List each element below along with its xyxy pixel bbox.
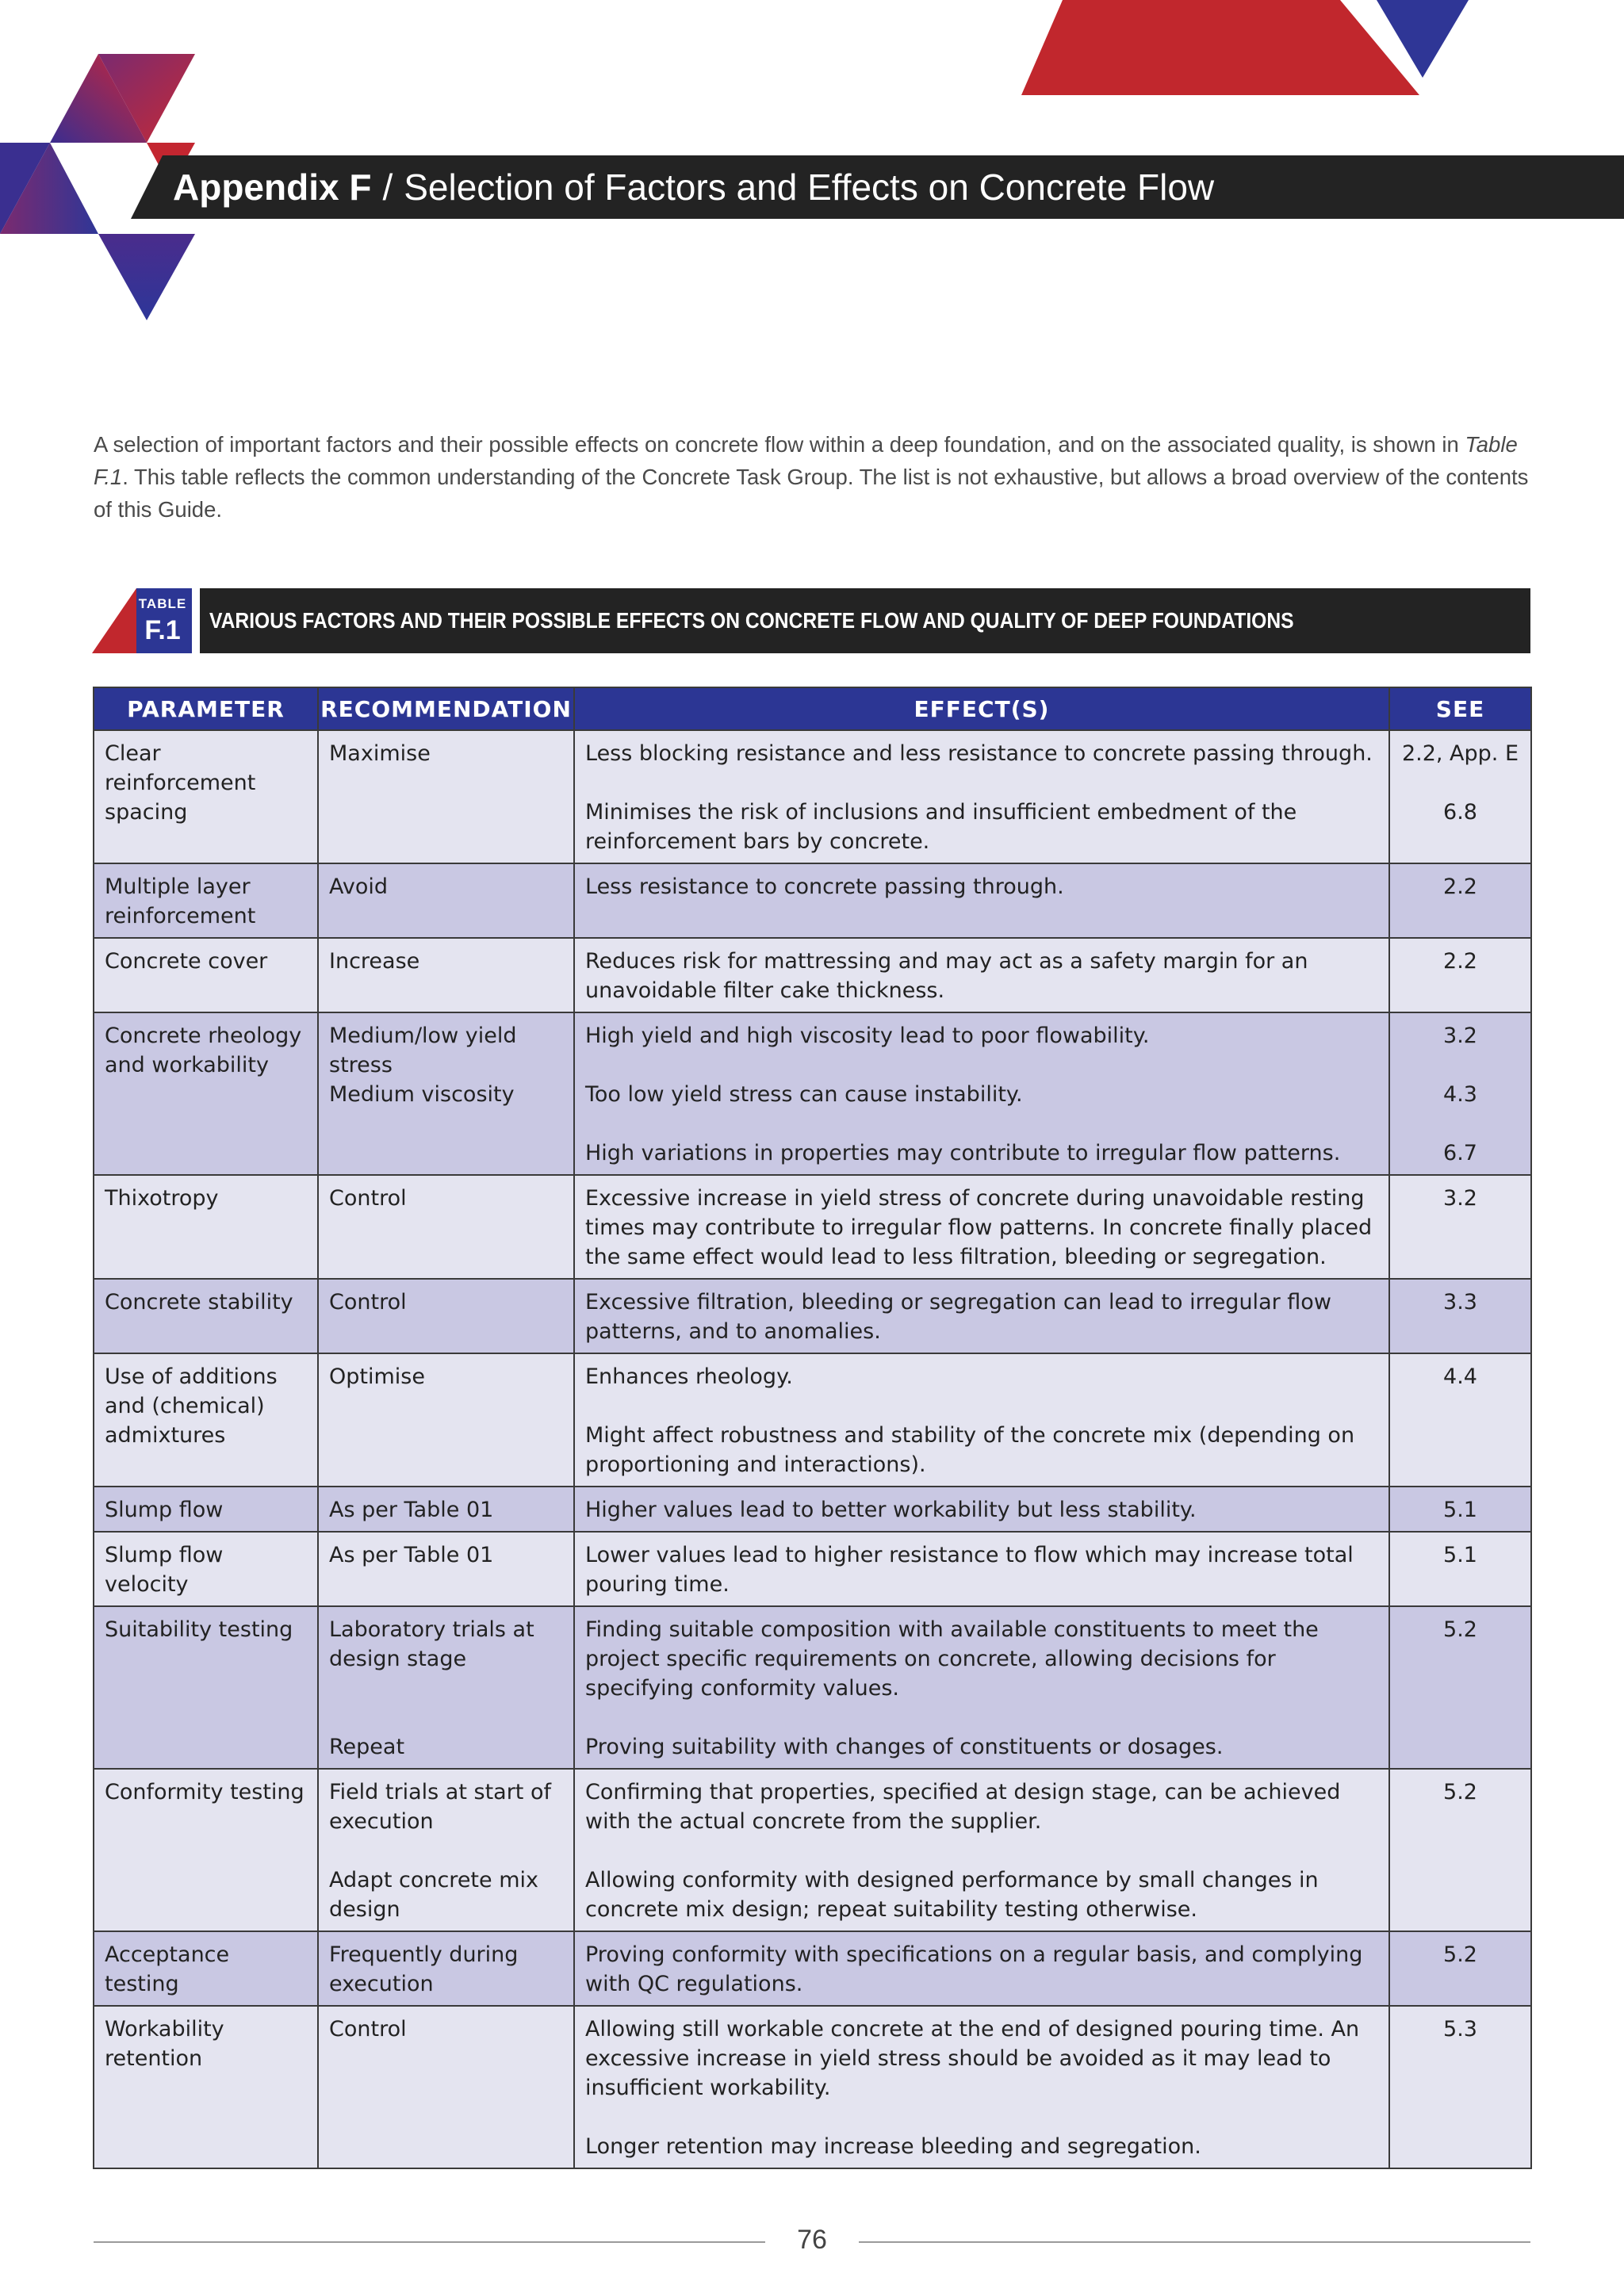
table-row bbox=[94, 1606, 1531, 1769]
cell-effects bbox=[574, 1532, 1389, 1606]
cell-see-line: 3.2 bbox=[1443, 1024, 1477, 1048]
cell-parameter: Concrete cover bbox=[94, 938, 318, 1012]
cell-effects-line: Too low yield stress can cause instability. bbox=[585, 1082, 1023, 1107]
cell-parameter: Conformity testing bbox=[94, 1769, 318, 1931]
page-title bbox=[173, 162, 1214, 212]
cell-see bbox=[1389, 1769, 1531, 1931]
cell-see bbox=[1389, 863, 1531, 938]
cell-see bbox=[1389, 1353, 1531, 1487]
cell-recommendation bbox=[318, 1532, 574, 1606]
table-row bbox=[94, 1769, 1531, 1931]
cell-see bbox=[1389, 1012, 1531, 1175]
cell-see bbox=[1389, 1606, 1531, 1769]
cell-effects bbox=[574, 1769, 1389, 1931]
cell-effects-line: High variations in properties may contribute to irregular flow patterns. bbox=[585, 1141, 1341, 1165]
cell-recommendation-line: Optimise bbox=[329, 1364, 425, 1389]
cell-effects bbox=[574, 1012, 1389, 1175]
cell-recommendation-line: As per Table 01 bbox=[329, 1543, 494, 1567]
cell-recommendation bbox=[318, 1769, 574, 1931]
cell-recommendation-line: Laboratory trials at design stage bbox=[329, 1617, 534, 1671]
cell-recommendation-line: Repeat bbox=[329, 1735, 405, 1759]
cell-parameter: Acceptance testing bbox=[94, 1931, 318, 2006]
cell-recommendation-line: Frequently during execution bbox=[329, 1942, 519, 1996]
cell-effects-line: High yield and high viscosity lead to poor flowability. bbox=[585, 1024, 1150, 1048]
cell-recommendation-line: Control bbox=[329, 1186, 407, 1211]
cell-effects-line: Excessive increase in yield stress of concrete during unavoidable resting times may contribute to irregular flow patterns. In concrete finally placed the same effect would lead to less filtration, bleeding or segregation. bbox=[585, 1186, 1373, 1269]
cell-effects bbox=[574, 1931, 1389, 2006]
table-row bbox=[94, 1279, 1531, 1353]
intro-paragraph bbox=[94, 428, 1529, 526]
cell-recommendation bbox=[318, 1931, 574, 2006]
cell-recommendation bbox=[318, 1487, 574, 1532]
intro-text-2: . This table reflects the common understanding of the Concrete Task Group. The list is not exhaustive, but allows a broad overview of the contents of this Guide. bbox=[94, 465, 1529, 522]
cell-recommendation-line: Increase bbox=[329, 949, 420, 974]
cell-effects-line: Finding suitable composition with available constituents to meet the project specific requirements on concrete, allowing decisions for specifying conformity values. bbox=[585, 1617, 1319, 1701]
header-recommendation: RECOMMENDATION bbox=[318, 687, 574, 730]
cell-effects-line: Confirming that properties, specified at design stage, can be achieved with the actual concrete from the supplier. bbox=[585, 1780, 1341, 1834]
cell-effects bbox=[574, 1353, 1389, 1487]
cell-effects-line: Less resistance to concrete passing through. bbox=[585, 874, 1064, 899]
cell-see-line: 5.2 bbox=[1443, 1617, 1477, 1642]
cell-effects-line: Proving suitability with changes of constituents or dosages. bbox=[585, 1735, 1224, 1759]
intro-text-1: A selection of important factors and their possible effects on concrete flow within a deep foundation, and on the associated quality, is shown in bbox=[94, 432, 1465, 457]
cell-effects bbox=[574, 1487, 1389, 1532]
table-caption-title: VARIOUS FACTORS AND THEIR POSSIBLE EFFECTS ON CONCRETE FLOW AND QUALITY OF DEEP FOUNDATIONS bbox=[209, 608, 1294, 633]
cell-see-line: 2.2, App. E bbox=[1401, 741, 1519, 766]
cell-see-line: 5.3 bbox=[1443, 2017, 1477, 2042]
cell-recommendation-line: Medium/low yield stress bbox=[329, 1024, 517, 1077]
cell-see-line: 5.2 bbox=[1443, 1780, 1477, 1804]
cell-see-line: 5.1 bbox=[1443, 1498, 1477, 1522]
table-row bbox=[94, 1012, 1531, 1175]
appendix-title: Selection of Factors and Effects on Concrete Flow bbox=[404, 166, 1215, 208]
cell-see-line: 5.2 bbox=[1443, 1942, 1477, 1967]
cell-recommendation-line: Avoid bbox=[329, 874, 389, 899]
footer-rule-right bbox=[859, 2241, 1530, 2243]
cell-effects-line: Less blocking resistance and less resistance to concrete passing through. bbox=[585, 741, 1373, 766]
cell-parameter: Clear reinforcement spacing bbox=[94, 730, 318, 863]
cell-parameter: Multiple layer reinforcement bbox=[94, 863, 318, 938]
cell-recommendation bbox=[318, 1175, 574, 1279]
cell-effects bbox=[574, 1279, 1389, 1353]
cell-recommendation-line: Adapt concrete mix design bbox=[329, 1868, 538, 1922]
cell-effects-line: Allowing conformity with designed performance by small changes in concrete mix design; repeat suitability testing otherwise. bbox=[585, 1868, 1319, 1922]
header-see: SEE bbox=[1389, 687, 1531, 730]
cell-effects bbox=[574, 863, 1389, 938]
cell-recommendation-line: Field trials at start of execution bbox=[329, 1780, 551, 1834]
cell-parameter: Workability retention bbox=[94, 2006, 318, 2168]
cell-effects-line: Allowing still workable concrete at the end of designed pouring time. An excessive increase in yield stress should be avoided as it may lead to insufficient workability. bbox=[585, 2017, 1360, 2100]
cell-recommendation bbox=[318, 863, 574, 938]
cell-recommendation-line: Medium viscosity bbox=[329, 1082, 515, 1107]
page-number: 76 bbox=[797, 2225, 827, 2255]
cell-recommendation bbox=[318, 1353, 574, 1487]
cell-see bbox=[1389, 1487, 1531, 1532]
title-separator: / bbox=[382, 166, 393, 208]
cell-effects bbox=[574, 1175, 1389, 1279]
cell-parameter: Concrete rheology and workability bbox=[94, 1012, 318, 1175]
cell-see bbox=[1389, 1532, 1531, 1606]
cell-see-line: 6.8 bbox=[1443, 800, 1477, 825]
intro-table-ref: Table F.1 bbox=[94, 432, 1518, 489]
table-row bbox=[94, 1487, 1531, 1532]
cell-parameter: Thixotropy bbox=[94, 1175, 318, 1279]
table-row bbox=[94, 730, 1531, 863]
cell-effects bbox=[574, 730, 1389, 863]
cell-effects-line: Minimises the risk of inclusions and insufficient embedment of the reinforcement bars by concrete. bbox=[585, 800, 1297, 854]
cell-recommendation-line: As per Table 01 bbox=[329, 1498, 494, 1522]
cell-recommendation bbox=[318, 938, 574, 1012]
cell-see bbox=[1389, 938, 1531, 1012]
header-parameter: PARAMETER bbox=[94, 687, 318, 730]
table-badge-number: F.1 bbox=[144, 615, 181, 645]
cell-recommendation bbox=[318, 1012, 574, 1175]
table-badge-label: TABLE bbox=[138, 596, 187, 611]
cell-recommendation bbox=[318, 1606, 574, 1769]
cell-effects-line: Might affect robustness and stability of the concrete mix (depending on proportioning and interactions). bbox=[585, 1423, 1355, 1477]
cell-parameter: Suitability testing bbox=[94, 1606, 318, 1769]
decorative-triangles-right bbox=[0, 0, 1624, 103]
cell-effects-line: Higher values lead to better workability but less stability. bbox=[585, 1498, 1197, 1522]
appendix-label: Appendix F bbox=[173, 166, 372, 208]
table-header-row bbox=[94, 687, 1531, 730]
cell-recommendation bbox=[318, 2006, 574, 2168]
cell-recommendation bbox=[318, 1279, 574, 1353]
cell-see bbox=[1389, 2006, 1531, 2168]
cell-parameter: Slump flow bbox=[94, 1487, 318, 1532]
cell-see-line: 3.2 bbox=[1443, 1186, 1477, 1211]
cell-parameter: Use of additions and (chemical) admixtures bbox=[94, 1353, 318, 1487]
cell-effects bbox=[574, 2006, 1389, 2168]
cell-see bbox=[1389, 1279, 1531, 1353]
cell-see bbox=[1389, 1931, 1531, 2006]
cell-effects-line: Reduces risk for mattressing and may act as a safety margin for an unavoidable filter cake thickness. bbox=[585, 949, 1308, 1003]
cell-effects-line: Excessive filtration, bleeding or segregation can lead to irregular flow patterns, and to anomalies. bbox=[585, 1290, 1331, 1344]
table-caption-bar bbox=[200, 588, 1530, 653]
table-row bbox=[94, 938, 1531, 1012]
cell-effects bbox=[574, 938, 1389, 1012]
cell-recommendation-line: Control bbox=[329, 1290, 407, 1314]
cell-effects-line: Longer retention may increase bleeding and segregation. bbox=[585, 2134, 1201, 2159]
footer-rule-left bbox=[94, 2241, 765, 2243]
cell-effects-line: Proving conformity with specifications on a regular basis, and complying with QC regulations. bbox=[585, 1942, 1363, 1996]
cell-effects-line: Enhances rheology. bbox=[585, 1364, 793, 1389]
cell-see-line: 6.7 bbox=[1443, 1141, 1477, 1165]
cell-recommendation bbox=[318, 730, 574, 863]
table-row bbox=[94, 2006, 1531, 2168]
cell-recommendation-line: Control bbox=[329, 2017, 407, 2042]
cell-see bbox=[1389, 730, 1531, 863]
cell-see-line: 4.4 bbox=[1443, 1364, 1477, 1389]
cell-effects-line: Lower values lead to higher resistance to flow which may increase total pouring time. bbox=[585, 1543, 1354, 1597]
cell-effects bbox=[574, 1606, 1389, 1769]
cell-see-line: 5.1 bbox=[1443, 1543, 1477, 1567]
factors-table bbox=[93, 687, 1532, 2169]
table-row bbox=[94, 1532, 1531, 1606]
table-body bbox=[94, 730, 1531, 2168]
cell-see-line: 2.2 bbox=[1443, 874, 1477, 899]
table-row bbox=[94, 863, 1531, 938]
cell-see-line: 4.3 bbox=[1443, 1082, 1477, 1107]
cell-see bbox=[1389, 1175, 1531, 1279]
cell-parameter: Slump flow velocity bbox=[94, 1532, 318, 1606]
cell-see-line: 2.2 bbox=[1443, 949, 1477, 974]
cell-see-line: 3.3 bbox=[1443, 1290, 1477, 1314]
header-effects: EFFECT(S) bbox=[574, 687, 1389, 730]
cell-parameter: Concrete stability bbox=[94, 1279, 318, 1353]
cell-recommendation-line: Maximise bbox=[329, 741, 431, 766]
table-row bbox=[94, 1353, 1531, 1487]
table-row bbox=[94, 1931, 1531, 2006]
table-row bbox=[94, 1175, 1531, 1279]
